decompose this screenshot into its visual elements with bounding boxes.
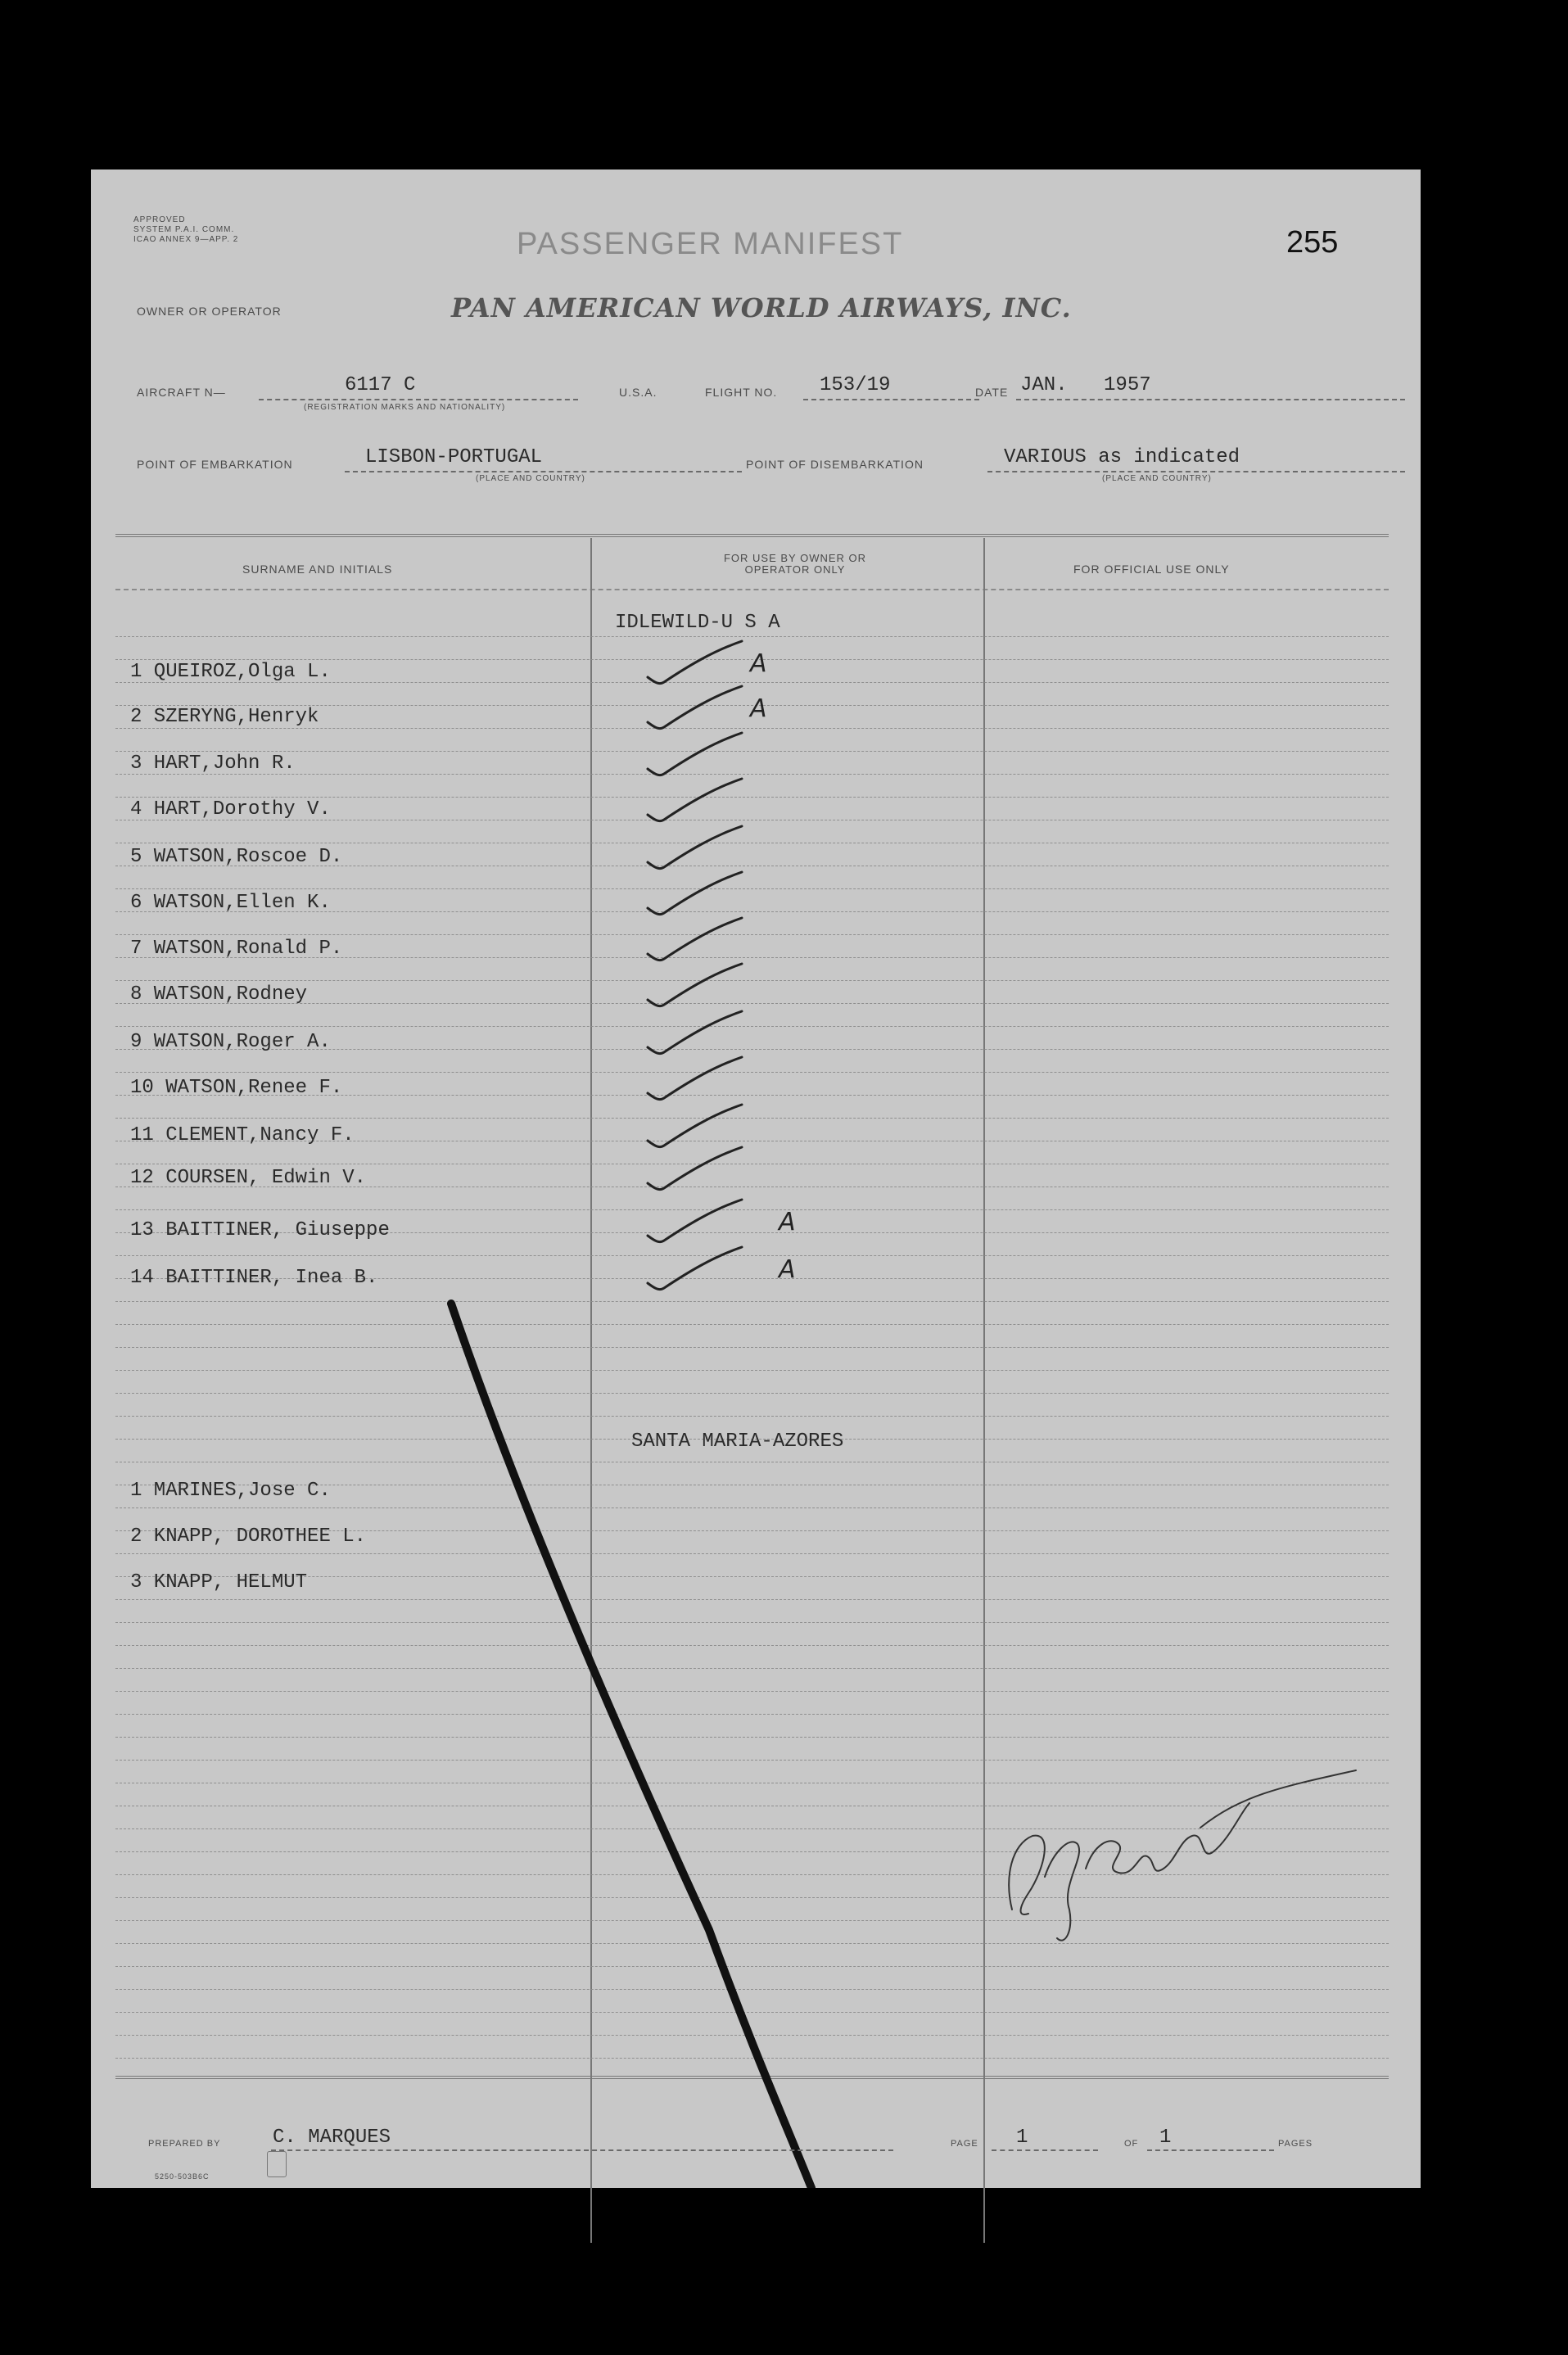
printer-mark — [267, 2151, 287, 2177]
passenger-row: 2 KNAPP, DOROTHEE L. — [130, 1526, 367, 1548]
owner-label: OWNER OR OPERATOR — [137, 305, 282, 318]
passenger-row: 5 WATSON,Roscoe D. — [130, 846, 343, 868]
pages-label: PAGES — [1278, 2139, 1313, 2149]
passenger-row: 8 WATSON,Rodney — [130, 983, 308, 1006]
embark-sub: (PLACE AND COUNTRY) — [476, 474, 585, 483]
approval-line: ICAO ANNEX 9—APP. 2 — [133, 235, 239, 244]
manifest-title: PASSENGER MANIFEST — [517, 227, 904, 261]
passenger-row: 9 WATSON,Roger A. — [130, 1031, 331, 1053]
prepared-value: C. MARQUES — [273, 2127, 391, 2149]
form-number: 5250-503B6C — [155, 2172, 210, 2181]
passenger-row: 3 HART,John R. — [130, 753, 296, 775]
passenger-row: 13 BAITTINER, Giuseppe — [130, 1219, 390, 1241]
aircraft-label: AIRCRAFT N— — [137, 386, 226, 399]
flight-value: 153/19 — [820, 374, 891, 396]
arrival-mark: A — [779, 1208, 796, 1236]
disembark-label: POINT OF DISEMBARKATION — [746, 458, 924, 471]
prepared-label: PREPARED BY — [148, 2139, 221, 2149]
page-value: 1 — [1016, 2127, 1028, 2149]
passenger-row: 10 WATSON,Renee F. — [130, 1077, 343, 1099]
embark-value: LISBON-PORTUGAL — [365, 446, 543, 468]
passenger-row: 11 CLEMENT,Nancy F. — [130, 1124, 355, 1146]
passenger-row: 14 BAITTINER, Inea B. — [130, 1267, 378, 1289]
of-label: OF — [1124, 2139, 1139, 2149]
passenger-row: 7 WATSON,Ronald P. — [130, 938, 343, 960]
embark-label: POINT OF EMBARKATION — [137, 458, 293, 471]
usa-label: U.S.A. — [619, 386, 657, 399]
arrival-mark: A — [750, 649, 767, 678]
passenger-row: 12 COURSEN, Edwin V. — [130, 1167, 367, 1189]
passenger-row: 3 KNAPP, HELMUT — [130, 1571, 308, 1593]
of-value: 1 — [1159, 2127, 1172, 2149]
disembark-value: VARIOUS as indicated — [1004, 446, 1240, 468]
page-line — [992, 2149, 1098, 2151]
disembark-sub: (PLACE AND COUNTRY) — [1102, 474, 1212, 483]
page-label: PAGE — [951, 2139, 978, 2149]
of-line — [1147, 2149, 1274, 2151]
col-header-surname: SURNAME AND INITIALS — [242, 563, 393, 576]
col-header-official: FOR OFFICIAL USE ONLY — [1073, 563, 1230, 576]
manifest-sheet — [91, 170, 1421, 2188]
passenger-row: 1 QUEIROZ,Olga L. — [130, 661, 331, 683]
aircraft-sub: (REGISTRATION MARKS AND NATIONALITY) — [304, 403, 506, 412]
date-label: DATE — [975, 386, 1009, 399]
section-destination: SANTA MARIA-AZORES — [631, 1431, 844, 1453]
passenger-row: 2 SZERYNG,Henryk — [130, 706, 319, 728]
approval-line: SYSTEM P.A.I. COMM. — [133, 225, 235, 234]
passenger-row: 1 MARINES,Jose C. — [130, 1480, 331, 1502]
arrival-mark: A — [779, 1255, 796, 1284]
passenger-row: 4 HART,Dorothy V. — [130, 798, 331, 820]
prepared-line — [271, 2149, 893, 2151]
date-value: JAN. 1957 — [1020, 374, 1151, 396]
passenger-row: 6 WATSON,Ellen K. — [130, 892, 331, 914]
flight-label: FLIGHT NO. — [705, 386, 778, 399]
arrival-mark: A — [750, 694, 767, 723]
approval-line: APPROVED — [133, 215, 186, 224]
official-signature — [996, 1754, 1372, 1959]
col-header-owner-use: FOR USE BY OWNER OR OPERATOR ONLY — [723, 552, 867, 576]
section-destination: IDLEWILD-U S A — [615, 612, 780, 634]
owner-value: PAN AMERICAN WORLD AIRWAYS, INC. — [451, 292, 1072, 323]
aircraft-value: 6117 C — [345, 374, 416, 396]
page-number: 255 — [1286, 225, 1339, 260]
